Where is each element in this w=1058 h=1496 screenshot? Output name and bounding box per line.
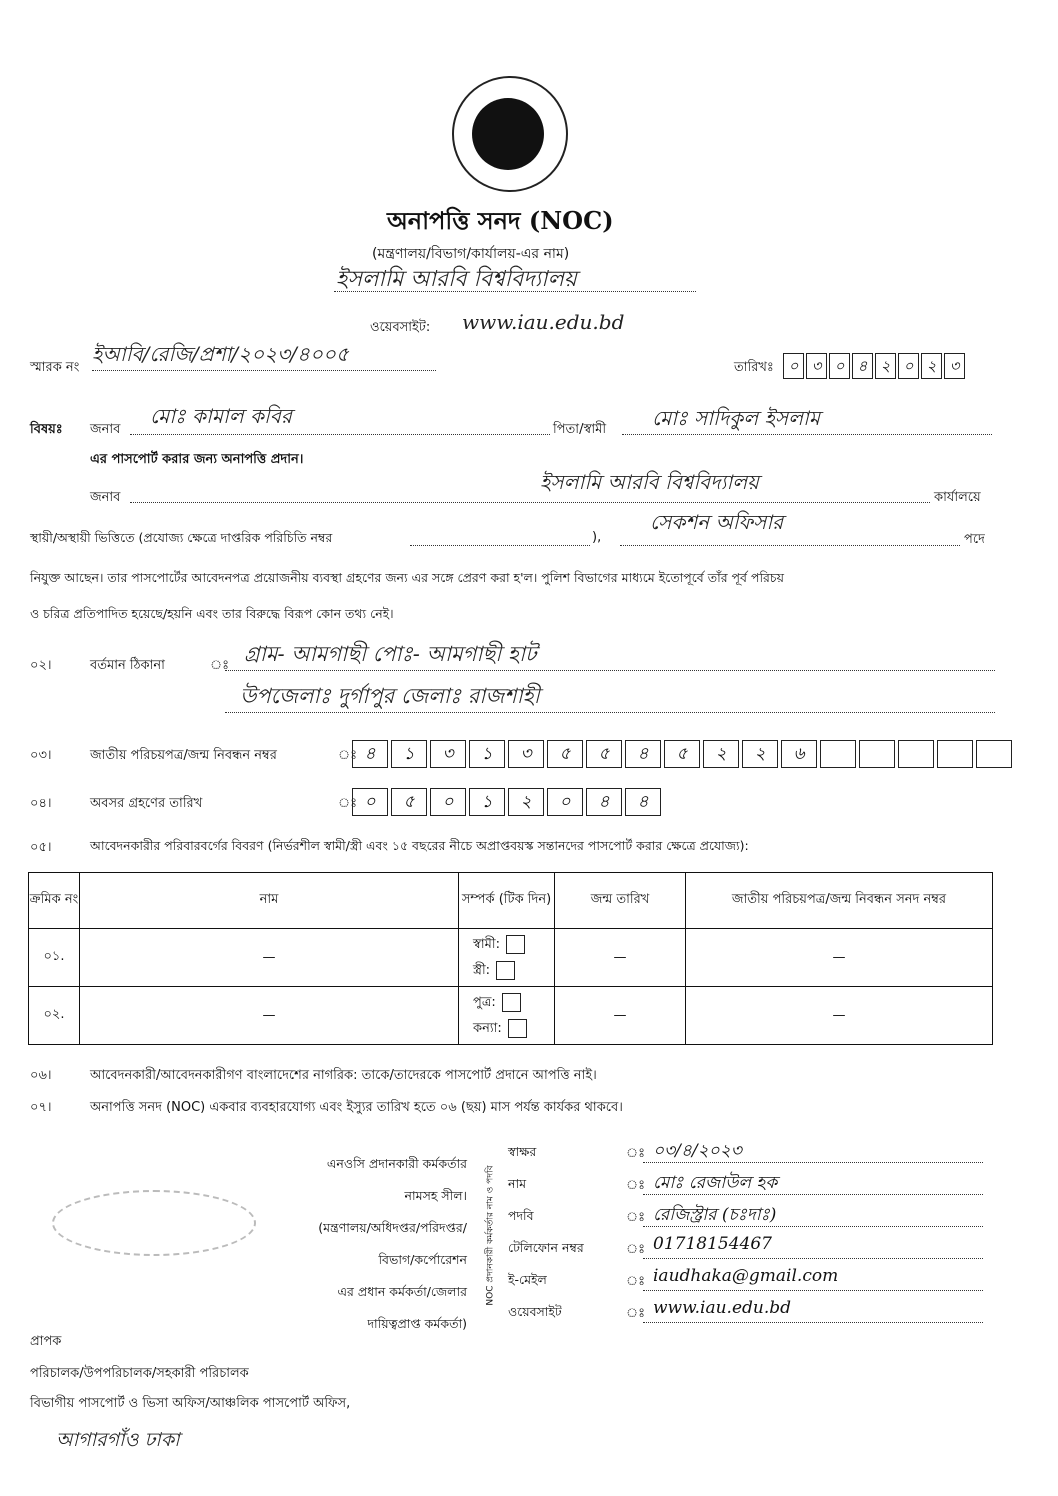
item-03-colon: ঃ [338,748,358,763]
retirement-digit-box: ২ [508,788,544,816]
nid-boxes [352,740,1015,768]
signatory-field-colon: ঃ [626,1274,646,1289]
retirement-digit-box: ০ [430,788,466,816]
nid-digit-box: ৫ [547,740,583,768]
row-name: — [80,929,459,987]
subject-label: বিষয়ঃ [30,422,63,437]
signatory-field-label: স্বাক্ষর [508,1144,537,1159]
ministry-name: ইসলামি আরবি বিশ্ববিদ্যালয় [336,267,577,292]
signatory-field-label: ই-মেইল [508,1272,547,1287]
address-line-2: উপজেলাঃ দুর্গাপুর জেলাঃ রাজশাহী [240,684,540,708]
applicant-name-line [130,434,550,435]
date-digit-box: ০ [898,353,919,379]
recipient-label: প্রাপক [30,1334,62,1349]
th-nid: জাতীয় পরিচয়পত্র/জন্ম নিবন্ধন সনদ নম্বর [686,873,993,929]
nid-digit-box [820,740,856,768]
recipient-line1: পরিচালক/উপপরিচালক/সহকারী পরিচালক [30,1366,249,1381]
row-relation [459,929,555,987]
signatory-field-label: ওয়েবসাইট [508,1304,562,1319]
nid-digit-box [937,740,973,768]
nid-digit-box: ৩ [430,740,466,768]
retirement-digit-box: ১ [469,788,505,816]
post-line [620,545,960,546]
subject-prefix: জনাব [90,422,121,437]
item-06-text: আবেদনকারী/আবেদনকারীগণ বাংলাদেশের নাগরিক: তাকে/তাদেরকে পাসপোর্ট প্রদানে আপত্তি নাই। [90,1068,597,1083]
signatory-field-line [643,1258,983,1259]
post-value: সেকশন অফিসার [650,510,784,534]
date-boxes [783,353,967,379]
memo-label: স্মারক নং [30,360,80,375]
retirement-digit-box: ৫ [391,788,427,816]
father-line [622,434,992,435]
signatory-field-row [508,1300,998,1330]
retirement-digit-box: ০ [352,788,388,816]
memo-value: ইআবি/রেজি/প্রশা/২০২৩/৪০০৫ [92,342,349,366]
father-label: পিতা/স্বামী [553,422,607,437]
office-value: ইসলামি আরবি বিশ্ববিদ্যালয় [540,470,759,494]
website-value: www.iau.edu.bd [462,310,625,334]
rel-husband-label: স্বামী: [473,936,500,952]
vertical-note: NOC প্রদানকারী কর্মকর্তার নাম ও পদবি [485,1165,496,1306]
item-06-num: ০৬। [30,1068,52,1083]
nid-digit-box: ৫ [664,740,700,768]
sig-left-line: এনওসি প্রদানকারী কর্মকর্তার [326,1156,467,1171]
signatory-field-value: iaudhaka@gmail.com [653,1266,839,1286]
th-dob: জন্ম তারিখ [555,873,686,929]
row-serial: ০২. [29,987,80,1045]
signatory-field-row [508,1236,998,1266]
signatory-field-label: টেলিফোন নম্বর [508,1240,584,1255]
signatory-left [262,1148,467,1340]
signatory-field-value: 01718154467 [653,1234,772,1254]
nid-digit-box: ২ [742,740,778,768]
signatory-field-value: রেজিস্ট্রার (চঃদাঃ) [653,1205,777,1225]
row-nid: — [686,929,993,987]
nid-digit-box [859,740,895,768]
wife-checkbox[interactable] [496,961,515,980]
address-line-1: গ্রাম- আমগাছী পোঃ- আমগাছী হাট [244,642,537,666]
memo-underline [92,370,436,371]
sig-left-line: নামসহ সীল। [404,1188,467,1203]
item-05-label: আবেদনকারীর পরিবারবর্গের বিবরণ (নির্ভরশীল স্বামী/স্ত্রী এবং ১৫ বছরের নীচে অপ্রাপ্তবয়স্ক সন্তানদের পাসপোর্ট করার ক্ষেত্রে প্রযোজ্য): [90,838,749,853]
retirement-digit-box: ৪ [586,788,622,816]
sig-left-line: এর প্রধান কর্মকর্তা/জেলার [337,1284,467,1299]
row-relation [459,987,555,1045]
signatory-field-colon: ঃ [626,1242,646,1257]
th-relation: সম্পর্ক (টিক দিন) [459,873,555,929]
father-name: মোঃ সাদিকুল ইসলাম [652,406,820,430]
item-03-label: জাতীয় পরিচয়পত্র/জন্ম নিবন্ধন নম্বর [90,748,277,763]
th-serial: ক্রমিক নং [29,873,80,929]
address-line-1-rule [225,670,995,671]
post-close: ), [592,530,602,545]
item-04-label: অবসর গ্রহণের তারিখ [90,796,203,811]
ministry-underline [334,291,696,292]
item-04-colon: ঃ [338,796,358,811]
table-row [29,929,993,987]
signatory-field-line [643,1226,983,1227]
nid-digit-box [976,740,1012,768]
signatory-field-value: মোঃ রেজাউল হক [653,1173,778,1193]
date-digit-box: ৪ [852,353,873,379]
applicant-name: মোঃ কামাল কবির [150,404,292,428]
item-07-text: অনাপত্তি সনদ (NOC) একবার ব্যবহারযোগ্য এবং ইস্যুর তারিখ হতে ০৬ (ছয়) মাস পর্যন্ত কার্যকর থাকবে। [90,1100,623,1115]
nid-digit-box: ৫ [586,740,622,768]
item-02-colon: ঃ [210,658,230,673]
date-label: তারিখঃ [734,360,774,375]
sig-left-line: বিভাগ/কর্পোরেশন [378,1252,467,1267]
row-dob: — [555,987,686,1045]
body-text-1: নিযুক্ত আছেন। তার পাসপোর্টের আবেদনপত্র প্রয়োজনীয় ব্যবস্থা গ্রহণের জন্য এর সঙ্গে প্রেরণ করা হ'ল। পুলিশ বিভাগের মাধ্যমে ইতোপূর্বে তাঁর পূর্ব পরিচয় [30,570,785,585]
post-label: স্থায়ী/অস্থায়ী ভিত্তিতে (প্রযোজ্য ক্ষেত্রে দাপ্তরিক পরিচিতি নম্বর [30,530,333,545]
signatory-field-line [643,1290,983,1291]
husband-checkbox[interactable] [506,935,525,954]
item-04-num: ০৪। [30,796,52,811]
date-digit-box: ২ [921,353,942,379]
nid-digit-box: ৪ [352,740,388,768]
retirement-digit-box: ৪ [625,788,661,816]
row-nid: — [686,987,993,1045]
rel-daughter-label: কন্যা: [473,1020,502,1036]
row-dob: — [555,929,686,987]
item-02-num: ০২। [30,658,52,673]
family-table [28,872,993,1045]
signatory-field-label: পদবি [508,1208,534,1223]
rel-wife-label: স্ত্রী: [473,962,491,978]
nid-digit-box: ৪ [625,740,661,768]
date-digit-box: ০ [783,353,804,379]
signatory-field-colon: ঃ [626,1178,646,1193]
signatory-field-row [508,1204,998,1234]
subject-line2: এর পাসপোর্ট করার জন্য অনাপত্তি প্রদান। [90,452,304,467]
office-prefix: জনাব [90,490,121,505]
signatory-field-row [508,1172,998,1202]
row-serial: ০১. [29,929,80,987]
page-title: অনাপত্তি সনদ (NOC) [387,206,614,235]
date-digit-box: ০ [829,353,850,379]
signatory-field-label: নাম [508,1176,527,1191]
office-line [130,502,930,503]
son-checkbox[interactable] [502,993,521,1012]
signatory-field-colon: ঃ [626,1210,646,1225]
government-emblem [452,76,568,192]
signatory-field-line [643,1322,983,1323]
item-05-num: ০৫। [30,840,52,855]
table-row [29,987,993,1045]
signatory-field-line [643,1162,983,1163]
date-digit-box: ৩ [944,353,965,379]
daughter-checkbox[interactable] [508,1019,527,1038]
signatory-field-colon: ঃ [626,1146,646,1161]
post-id-line [410,545,590,546]
row-name: — [80,987,459,1045]
ministry-label: (মন্ত্রণালয়/বিভাগ/কার্যালয়-এর নাম) [372,246,570,262]
body-text-2: ও চরিত্র প্রতিপাদিত হয়েছে/হয়নি এবং তার বিরুদ্ধে বিরূপ কোন তথ্য নেই। [30,606,394,621]
sig-left-line: দায়িত্বপ্রাপ্ত কর্মকর্তা) [367,1316,467,1331]
retirement-digit-box: ০ [547,788,583,816]
address-line-2-rule [225,712,995,713]
recipient-line3: আগারগাঁও ঢাকা [56,1429,180,1451]
signatory-field-colon: ঃ [626,1306,646,1321]
date-digit-box: ২ [875,353,896,379]
item-07-num: ০৭। [30,1100,52,1115]
item-03-num: ০৩। [30,748,52,763]
signatory-field-row [508,1140,998,1170]
th-name: নাম [80,873,459,929]
nid-digit-box: ১ [391,740,427,768]
office-seal-icon [52,1190,256,1256]
recipient-line2: বিভাগীয় পাসপোর্ট ও ভিসা অফিস/আঞ্চলিক পাসপোর্ট অফিস, [30,1396,351,1411]
date-digit-box: ৩ [806,353,827,379]
post-suffix: পদে [964,532,985,547]
signatory-field-row [508,1268,998,1298]
retirement-boxes [352,788,664,816]
emblem-center-icon [472,98,544,170]
signatory-field-line [643,1194,983,1195]
signatory-field-value: ০৩/৪/২০২৩ [653,1141,742,1161]
signatory-field-value: www.iau.edu.bd [653,1298,792,1318]
item-02-label: বর্তমান ঠিকানা [90,658,165,673]
nid-digit-box: ৩ [508,740,544,768]
nid-digit-box: ২ [703,740,739,768]
nid-digit-box [898,740,934,768]
website-label: ওয়েবসাইট: [370,320,431,335]
sig-left-line: (মন্ত্রণালয়/অধিদপ্তর/পরিদপ্তর/ [318,1220,467,1235]
nid-digit-box: ১ [469,740,505,768]
nid-digit-box: ৬ [781,740,817,768]
office-suffix: কার্যালয়ে [934,490,981,505]
rel-son-label: পুত্র: [473,994,496,1010]
